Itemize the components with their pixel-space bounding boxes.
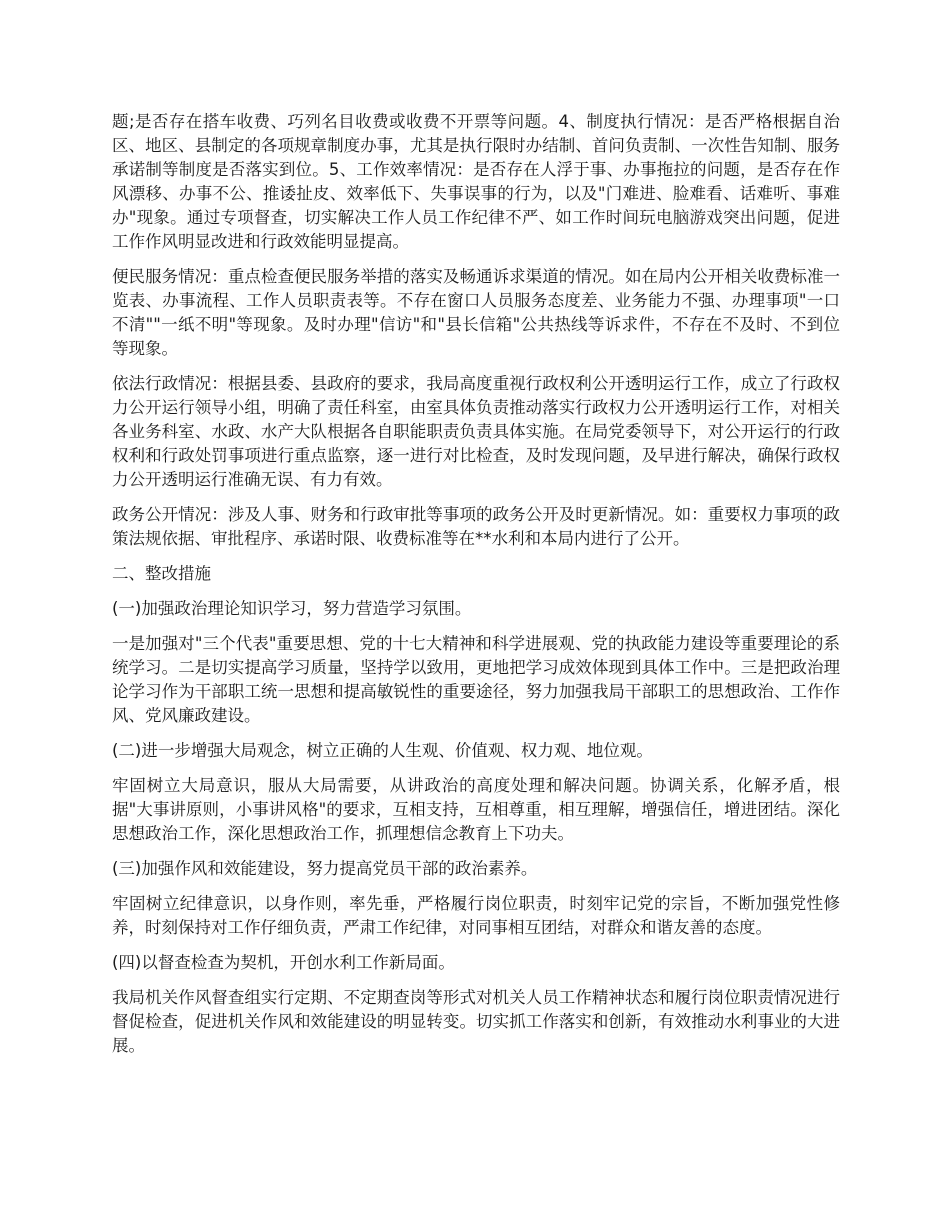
paragraph-government-openness: 政务公开情况：涉及人事、财务和行政审批等事项的政务公开及时更新情况。如：重要权力事项的政策法规依据、审批程序、承诺时限、收费标准等在**水利和本局内进行了公开。 [112, 505, 840, 548]
subheading-2: (二)进一步增强大局观念，树立正确的人生观、价值观、权力观、地位观。 [112, 741, 653, 760]
paragraph-study: 一是加强对"三个代表"重要思想、党的十七大精神和科学进展观、党的执政能力建设等重要理论的系统学习。二是切实提高学习质量，坚持学以致用，更地把学习成效体现到具体工作中。三是把政治理论学习作为干部职工统一思想和提高敏锐性的重要途径，努力加强我局干部职工的思想政治、工作作风、党风廉政建设。 [112, 634, 840, 725]
subheading-3: (三)加强作风和效能建设，努力提高党员干部的政治素养。 [112, 859, 538, 878]
paragraph-work-efficiency: 题;是否存在搭车收费、巧列名目收费或收费不开票等问题。4、制度执行情况：是否严格根据自治区、地区、县制定的各项规章制度办事，尤其是执行限时办结制、首问负责制、一次性告知制、服务承诺制等制度是否落实到位。5、工作效率情况：是否存在人浮于事、办事拖拉的问题，是否存在作风漂移、办事不公、推诿扯皮、效率低下、失事误事的行为，以及"门难进、脸难看、话难听、事难办"现象。通过专项督查，切实解决工作人员工作纪律不严、如工作时间玩电脑游戏突出问题，促进工作作风明显改进和行政效能明显提高。 [112, 112, 840, 251]
paragraph-discipline: 牢固树立纪律意识，以身作则，率先垂，严格履行岗位职责，时刻牢记党的宗旨，不断加强党性修养，时刻保持对工作仔细负责，严肃工作纪律，对同事相互团结，对群众和谐友善的态度。 [112, 894, 840, 937]
paragraph-supervision: 我局机关作风督查组实行定期、不定期查岗等形式对机关人员工作精神状态和履行岗位职责情况进行督促检查，促进机关作风和效能建设的明显转变。切实抓工作落实和创新，有效推动水利事业的大进展。 [112, 988, 840, 1055]
paragraph-law-administration: 依法行政情况：根据县委、县政府的要求，我局高度重视行政权利公开透明运行工作，成立了行政权力公开运行领导小组，明确了责任科室，由室具体负责推动落实行政权力公开透明运行工作，对相关各业务科室、水政、水产大队根据各自职能职责负责具体实施。在局党委领导下，对公开运行的行政权利和行政处罚事项进行重点监察，逐一进行对比检查，及时发现问题，及早进行解决，确保行政权力公开透明运行准确无误、有力有效。 [112, 374, 840, 489]
paragraph-overall-view: 牢固树立大局意识，服从大局需要，从讲政治的高度处理和解决问题。协调关系，化解矛盾，根据"大事讲原则，小事讲风格"的要求，互相支持，互相尊重，相互理解，增强信任，增进团结。深化思想政治工作，深化思想政治工作，抓理想信念教育上下功夫。 [112, 776, 840, 843]
subheading-4: (四)以督查检查为契机，开创水利工作新局面。 [112, 953, 455, 972]
paragraph-convenience-service: 便民服务情况：重点检查便民服务举措的落实及畅通诉求渠道的情况。如在局内公开相关收费标准一览表、办事流程、工作人员职责表等。不存在窗口人员服务态度差、业务能力不强、办理事项"一口不清""一纸不明"等现象。及时办理"信访"和"县长信箱"公共热线等诉求件，不存在不及时、不到位等现象。 [112, 267, 840, 358]
section-heading-rectification: 二、整改措施 [112, 564, 211, 583]
document-page [112, 110, 840, 1069]
subheading-1: (一)加强政治理论知识学习，努力营造学习氛围。 [112, 599, 472, 618]
